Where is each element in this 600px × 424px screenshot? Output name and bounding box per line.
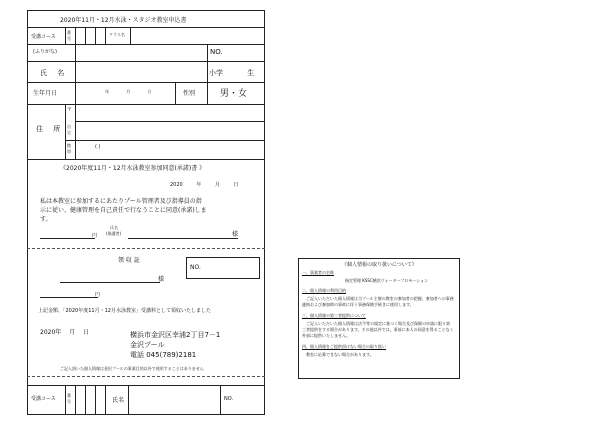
num-label: 番号 bbox=[67, 30, 71, 41]
sama-2: 様 bbox=[158, 276, 165, 283]
grade-label: 小学 生 bbox=[209, 69, 255, 77]
yen-mark-1: 円 bbox=[92, 233, 98, 239]
notice-b4: 教室に応募できない場合があります。 bbox=[306, 352, 374, 357]
notice-b3a: ご記入いただいた個人情報は法令等の規定に基づく場合及び保険の申請に限り第 bbox=[306, 321, 450, 326]
addr-2: 金沢プール bbox=[130, 341, 165, 349]
notice-b2a: ご記入いただいた個人情報は当プール主催の教室の参加者の把握、参加者への事務 bbox=[306, 296, 454, 301]
name-label: 氏 名 bbox=[40, 69, 65, 77]
address-label: 住 所 bbox=[36, 125, 61, 133]
notice-b3b: 三者提供をする場合があります。その他以外では、事前に本人の同意を得ることなく bbox=[302, 327, 454, 332]
notice-title: 《個人情報の取り扱いについて》 bbox=[342, 262, 417, 268]
parent-label-2: (保護者) bbox=[106, 231, 122, 236]
stub-name: 氏名 bbox=[112, 397, 125, 404]
notice-h2: 二、個人情報の利用目的 bbox=[302, 288, 346, 293]
course-label: 受講コース bbox=[31, 34, 56, 40]
notice-h1: 一、事業者の名称 bbox=[302, 270, 334, 275]
gender-value: 男・女 bbox=[220, 89, 248, 99]
notice-b1: 指定管理 KSSC横浜ウォータープロモーション bbox=[345, 278, 429, 283]
addr-3: 電話 045(789)2181 bbox=[130, 351, 197, 359]
consent-date: 2020 年 月 日 bbox=[170, 182, 239, 188]
furigana-label: (ふりがな) bbox=[33, 49, 57, 55]
notice-b3c: 外部に提供いたしません。 bbox=[302, 333, 351, 338]
receipt-no: NO. bbox=[190, 264, 201, 271]
stub-no: NO. bbox=[224, 396, 234, 402]
no-label: NO. bbox=[210, 48, 223, 56]
cut-line bbox=[27, 248, 265, 249]
sama-1: 様 bbox=[232, 231, 239, 238]
addr-1: 横浜市金沢区幸浦2丁目7－1 bbox=[130, 331, 221, 339]
birth-parts: 年 月 日 bbox=[105, 89, 152, 94]
consent-text-2: 示に従い、健康管理を自己責任で行なうことに同意(承諾)しま bbox=[40, 207, 207, 214]
notice-h3: 三、個人情報の第三者提供について bbox=[302, 313, 366, 318]
receipt-text: 上記金額、「2020年度11月・12月水泳教室」受講料として領収いたしました bbox=[38, 308, 211, 314]
yen-mark-2: 円 bbox=[95, 292, 101, 298]
stub-cut-line bbox=[27, 376, 265, 377]
gender-label: 性別 bbox=[183, 90, 196, 97]
consent-title: 《2020年度11月・12月水泳教室参加同意(承諾)書 》 bbox=[60, 165, 206, 172]
receipt-date: 2020年 月 日 bbox=[40, 329, 90, 336]
mobile-label: 携帯 bbox=[67, 143, 71, 154]
parent-label-1: 氏名 bbox=[110, 225, 118, 230]
stub-num: 番号 bbox=[67, 393, 71, 404]
receipt-title: 領 収 証 bbox=[118, 257, 140, 264]
phone-label: ( ) bbox=[95, 144, 101, 150]
consent-text-1: 私は本教室に参加するにあたりプール管理者及び指導員の指 bbox=[40, 198, 202, 205]
form-title: 2020年11月・12月水泳・スタジオ教室申込書 bbox=[60, 17, 187, 24]
notice-h4: 四、個人情報をご提供頂けない場合の取り扱い bbox=[302, 344, 386, 349]
notice-b2b: 連絡および参加時の事故に伴う事務保険手続きに使用します。 bbox=[302, 302, 414, 307]
footnote: ご記入頂いた個人情報は金沢プールの事業目的以外で使用することはありません bbox=[60, 366, 204, 371]
stub-course: 受講コース bbox=[31, 396, 56, 402]
postal-mark: 〒 bbox=[67, 107, 73, 113]
birth-label: 生年月日 bbox=[33, 90, 58, 97]
home-label: 自宅 bbox=[67, 124, 71, 135]
consent-text-3: す。 bbox=[40, 216, 52, 223]
class-label: クラス名 bbox=[109, 32, 125, 37]
